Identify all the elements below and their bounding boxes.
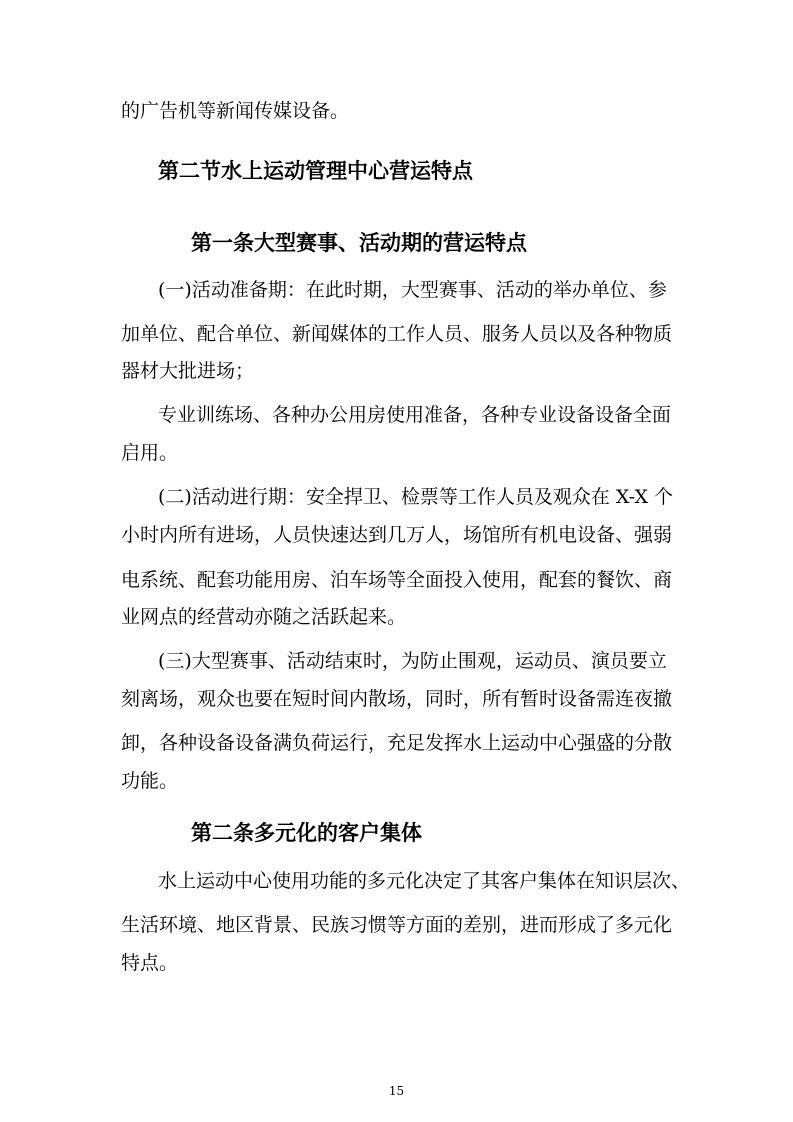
body-text-line: 生活环境、地区背景、民族习惯等方面的差别，进而形成了多元化 [121, 914, 673, 936]
article-title: 第一条大型赛事、活动期的营运特点 [191, 231, 527, 255]
body-text-line: 器材大批进场； [121, 360, 255, 382]
body-text-line: 小时内所有进场，人员快速达到几万人，场馆所有机电设备、强弱 [121, 524, 673, 546]
body-text-line: 业网点的经营动亦随之活跃起来。 [121, 606, 407, 628]
body-text-line: 加单位、配合单位、新闻媒体的工作人员、服务人员以及各种物质 [121, 323, 673, 345]
body-text-line: 水上运动中心使用功能的多元化决定了其客户集体在知识层次、 [158, 870, 691, 892]
body-text-line: 的广告机等新闻传媒设备。 [121, 100, 350, 122]
body-text-line: (三)大型赛事、活动结束时，为防止围观，运动员、演员要立 [158, 650, 667, 672]
body-text-line: 卸，各种设备设备满负荷运行，充足发挥水上运动中心强盛的分散 [121, 732, 673, 754]
body-text-line: 特点。 [121, 952, 179, 974]
section-title: 第二节水上运动管理中心营运特点 [158, 159, 473, 183]
body-text-line: (一)活动准备期：在此时期，大型赛事、活动的举办单位、参 [158, 279, 667, 301]
article-title: 第二条多元化的客户集体 [191, 821, 422, 845]
body-text-line: 专业训练场、各种办公用房使用准备，各种专业设备设备全面 [158, 404, 672, 426]
body-text-line: 启用。 [121, 442, 179, 464]
page-number: 15 [388, 1084, 405, 1098]
body-text-line: 功能。 [121, 770, 179, 792]
body-text-line: 刻离场，观众也要在短时间内散场，同时，所有暂时设备需连夜撤 [121, 688, 673, 710]
body-text-line: (二)活动进行期：安全捍卫、检票等工作人员及观众在 X-X 个 [158, 486, 674, 508]
body-text-line: 电系统、配套功能用房、泊车场等全面投入使用，配套的餐饮、商 [121, 569, 673, 591]
